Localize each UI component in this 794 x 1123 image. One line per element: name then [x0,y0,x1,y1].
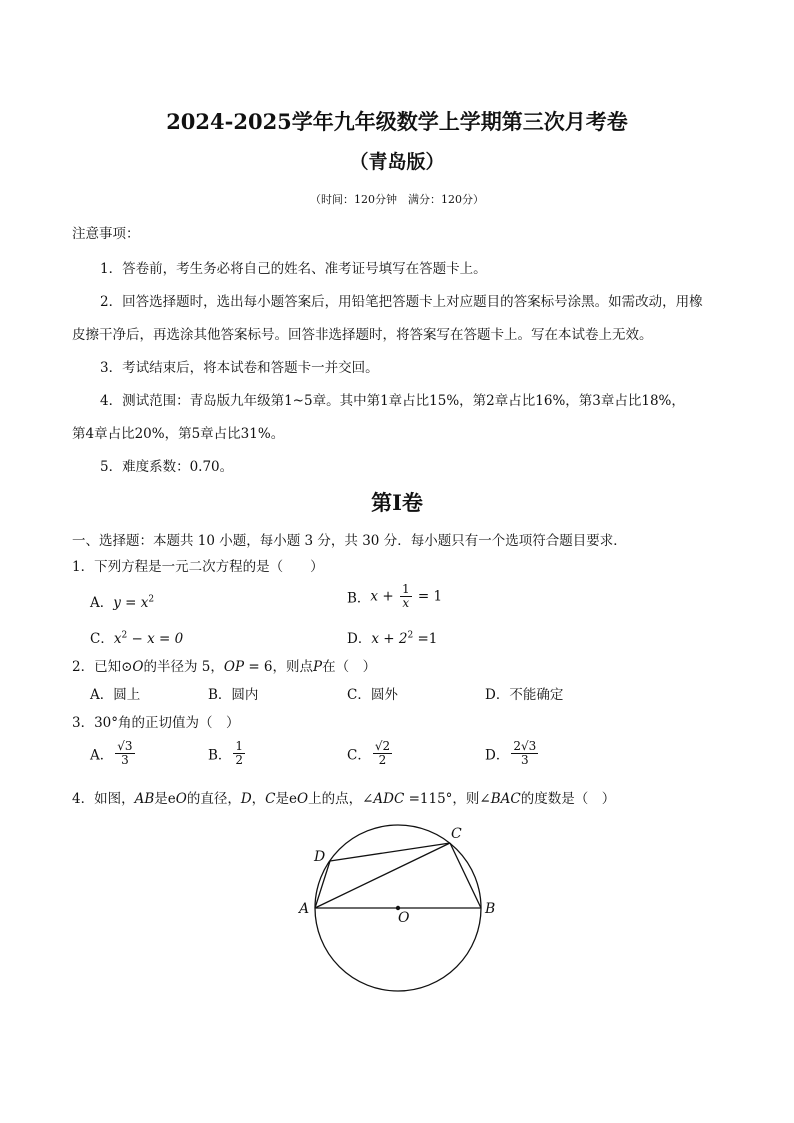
q4-d: D [240,791,252,807]
q2-option-b: B．圆内 [208,687,259,703]
q1-a-eq: = [120,595,141,611]
q1-a-base: x [140,595,149,611]
q4-stem-d: 是 [275,791,290,807]
q4-stem-a: 4．如图， [72,791,135,807]
q2-option-a: A．圆上 [90,687,141,703]
q3-c-den: 2 [378,753,387,767]
q2-stem-c: = 6，则点 [244,659,314,675]
section-instructions: 一、选择题：本题共 10 小题，每小题 3 分，共 30 分．每小题只有一个选项符合题目要求． [72,533,627,549]
q4-circ-1: e [167,791,176,807]
q4-stem [72,787,615,807]
q3-b-den: 2 [235,753,244,767]
q2-stem [72,655,376,675]
q3-d-den: 3 [520,753,529,767]
q1-b-num: 1 [401,582,410,596]
q1-d-rhs: =1 [413,631,438,647]
q4-comma: ， [251,791,266,807]
q2-option-c: C．圆外 [347,687,398,703]
q4-stem-b: 是 [154,791,168,807]
q3-c-label: C． [347,747,371,764]
q2-option-d: D．不能确定 [485,687,564,703]
q3-a-num: √3 [117,739,133,753]
note-5: 5．难度系数：0.70。 [100,459,234,475]
q4-circ-2: e [289,791,298,807]
label-a: A [299,901,310,917]
q3-option-b [208,740,247,767]
q3-a-den: 3 [121,753,129,767]
exam-meta: （时间：120分钟 满分：120分） [310,193,484,206]
q3-stem: 3．30°角的正切值为（ ） [72,715,240,731]
q1-option-c [90,627,183,647]
page-title: 2024-2025学年九年级数学上学期第三次月考卷 [166,109,628,134]
label-c: C [451,826,462,842]
q1-c-label: C． [90,631,114,647]
q1-c-exp: 2 [121,630,128,641]
q2-stem-o: O [132,659,144,675]
q3-c-num: √2 [374,739,391,753]
q1-a-lhs: y [113,595,121,611]
q1-d-label: D． [347,631,372,647]
q2-stem-b: 的半径为 5， [143,659,224,675]
chord-ad [315,861,330,908]
q3-option-a [90,740,137,767]
note-2-line-2: 皮擦干净后，再选涂其他答案标号。回答非选择题时，将答案写在答题卡上。写在本试卷上无效。 [72,327,653,343]
label-b: B [485,901,496,917]
note-4-line-1: 4．测试范围：青岛版九年级第1~5章。其中第1章占比15%，第2章占比16%，第3章占比18%， [100,393,685,409]
q1-option-d [347,627,437,647]
label-o: O [398,910,410,926]
q3-d-label: D． [485,747,510,764]
q1-b-den: x [402,596,410,610]
page-subtitle: （青岛版） [349,151,445,173]
notes-heading: 注意事项： [72,226,140,242]
note-3: 3．考试结束后，将本试卷和答题卡一并交回。 [100,360,379,376]
q2-stem-d: 在（ ） [322,659,377,675]
q1-b-label: B． [347,590,371,607]
q3-b-num: 1 [235,739,244,753]
q1-a-label: A． [90,595,114,611]
q4-stem-c: 的直径， [186,791,241,807]
q4-bac: BAC [490,791,521,807]
q1-option-a [90,591,154,611]
q4-o-2: O [297,791,309,807]
label-d: D [314,849,326,865]
q4-stem-g: 的度数是（ ） [520,791,616,807]
q4-stem-f: =115°，则∠ [404,791,491,807]
q4-ab: AB [134,791,155,807]
q1-d-exp: 2 [407,630,414,641]
chord-cb [450,843,481,908]
q3-b-fraction [233,740,245,767]
q2-stem-op: OP [223,659,245,675]
q4-c: C [265,791,276,807]
q1-b-fraction [400,583,412,610]
note-4-line-2: 第4章占比20%，第5章占比31%。 [72,426,285,442]
note-2-line-1: 2．回答选择题时，选出每小题答案后，用铅笔把答题卡上对应题目的答案标号涂黑。如需改动，用橡 [100,294,703,310]
q3-a-fraction [115,740,134,767]
q1-stem: 1．下列方程是一元二次方程的是（ ） [72,559,324,575]
q1-b-lhs: x + [370,588,398,605]
q4-o-1: O [175,791,187,807]
q2-stem-a: 2．已知⊙ [72,659,133,675]
q3-option-d [485,740,540,767]
q1-c-base: x [113,631,122,647]
q1-d-lhs: x + 2 [371,631,408,647]
q4-adc: ADC [373,791,405,807]
q1-b-rhs: = 1 [413,588,443,605]
q3-d-num: 2√3 [513,739,537,753]
q1-option-b [347,583,442,610]
q1-a-exp: 2 [148,594,155,605]
q2-stem-p: P [313,659,323,675]
section-title: 第Ⅰ卷 [371,490,423,515]
q3-a-label: A． [90,747,114,764]
q3-d-fraction [511,740,538,767]
q4-stem-e: 上的点，∠ [308,791,374,807]
q3-b-label: B． [208,747,232,764]
q3-option-c [347,740,394,767]
note-1: 1．答卷前，考生务必将自己的姓名、准考证号填写在答题卡上。 [100,261,487,277]
q3-c-fraction [373,740,392,767]
q1-c-rest: − x = 0 [127,631,184,647]
q4-circle-figure [290,818,510,998]
